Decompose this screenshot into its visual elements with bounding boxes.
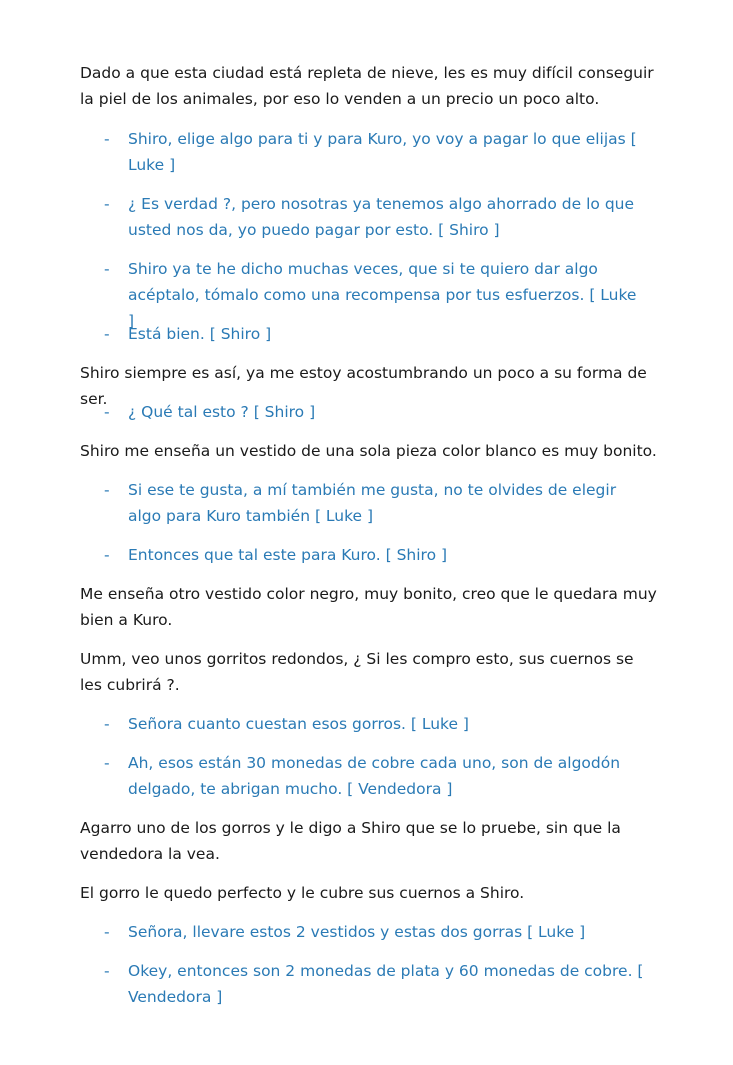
dialogue-line	[104, 399, 644, 425]
dash-bullet: -	[104, 715, 110, 733]
dialogue-line	[104, 711, 644, 737]
narration-paragraph: Shiro siempre es así, ya me estoy acostumbrando un poco a su forma de ser.	[80, 364, 647, 408]
narration-paragraph: Dado a que esta ciudad está repleta de nieve, les es muy difícil conseguir la piel de los animales, por eso lo venden a un precio un poco alto.	[80, 64, 654, 108]
dialogue-text: ¿ Qué tal esto ? [ Shiro ]	[128, 403, 316, 421]
dialogue-text: Okey, entonces son 2 monedas de plata y 60 monedas de cobre. [ Vendedora ]	[128, 962, 644, 1006]
dialogue-line	[104, 126, 644, 178]
dash-bullet: -	[104, 260, 110, 278]
dash-bullet: -	[104, 481, 110, 499]
dialogue-line	[104, 750, 644, 802]
dialogue-line	[104, 958, 644, 1010]
dash-bullet: -	[104, 962, 110, 980]
dash-bullet: -	[104, 403, 110, 421]
dialogue-text: Shiro ya te he dicho muchas veces, que si te quiero dar algo acéptalo, tómalo como una recompensa por tus esfuerzos. [ Luke ]	[128, 260, 637, 330]
dialogue-line	[104, 477, 644, 529]
narration-paragraph: El gorro le quedo perfecto y le cubre sus cuernos a Shiro.	[80, 884, 525, 902]
dialogue-text: Señora cuanto cuestan esos gorros. [ Luke ]	[128, 715, 469, 733]
narration-paragraph: Me enseña otro vestido color negro, muy bonito, creo que le quedara muy bien a Kuro.	[80, 585, 657, 629]
narration-paragraph: Agarro uno de los gorros y le digo a Shiro que se lo pruebe, sin que la vendedora la vea.	[80, 819, 621, 863]
dash-bullet: -	[104, 130, 110, 148]
dialogue-line	[104, 542, 644, 568]
dialogue-line	[104, 919, 644, 945]
dash-bullet: -	[104, 754, 110, 772]
narration-paragraph: Shiro me enseña un vestido de una sola pieza color blanco es muy bonito.	[80, 442, 657, 460]
dash-bullet: -	[104, 195, 110, 213]
dash-bullet: -	[104, 923, 110, 941]
dialogue-line	[104, 191, 644, 243]
dialogue-text: Ah, esos están 30 monedas de cobre cada uno, son de algodón delgado, te abrigan mucho. [ Vendedora ]	[128, 754, 621, 798]
dialogue-line	[104, 321, 644, 347]
dialogue-text: Está bien. [ Shiro ]	[128, 325, 272, 343]
dialogue-text: Si ese te gusta, a mí también me gusta, no te olvides de elegir algo para Kuro también [ Luke ]	[128, 481, 617, 525]
narration-paragraph: Umm, veo unos gorritos redondos, ¿ Si les compro esto, sus cuernos se les cubrirá ?.	[80, 650, 634, 694]
dash-bullet: -	[104, 325, 110, 343]
dialogue-text: ¿ Es verdad ?, pero nosotras ya tenemos algo ahorrado de lo que usted nos da, yo puedo pagar por esto. [ Shiro ]	[128, 195, 635, 239]
dialogue-text: Señora, llevare estos 2 vestidos y estas dos gorras [ Luke ]	[128, 923, 586, 941]
dialogue-text: Shiro, elige algo para ti y para Kuro, yo voy a pagar lo que elijas [ Luke ]	[128, 130, 637, 174]
dialogue-text: Entonces que tal este para Kuro. [ Shiro ]	[128, 546, 448, 564]
dash-bullet: -	[104, 546, 110, 564]
